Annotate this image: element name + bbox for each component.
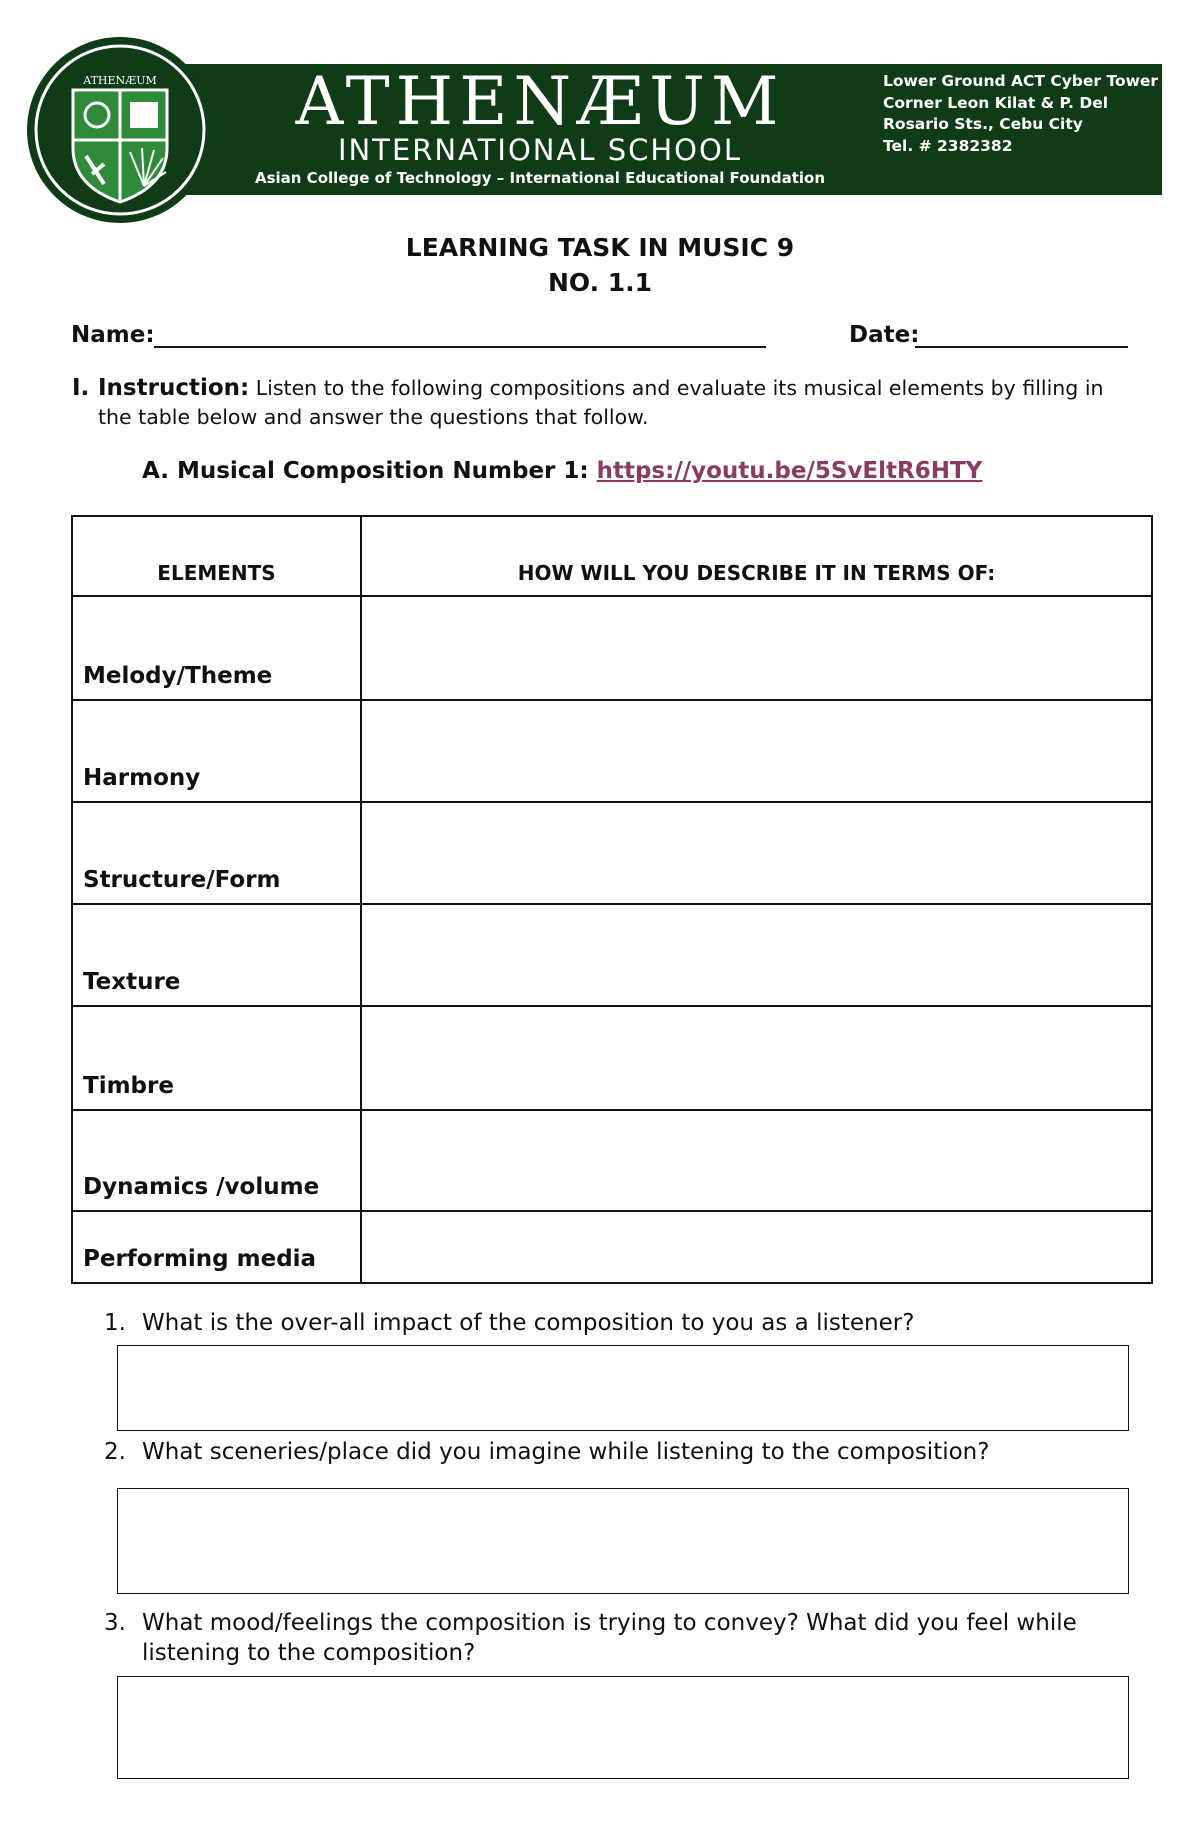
school-address <box>883 71 1158 157</box>
date-label: Date: <box>849 322 920 348</box>
answer-box-2[interactable] <box>117 1488 1129 1594</box>
school-type: INTERNATIONAL SCHOOL <box>338 133 742 167</box>
school-seal-logo <box>26 36 214 224</box>
element-label: Structure/Form <box>72 802 361 904</box>
youtube-link[interactable]: https://youtu.be/5SvEltR6HTY <box>596 458 983 484</box>
question-text: What sceneries/place did you imagine while listening to the composition? <box>142 1439 990 1465</box>
question-text: What is the over-all impact of the composition to you as a listener? <box>142 1310 915 1336</box>
question-number: 1. <box>104 1310 126 1336</box>
instruction <box>72 374 1132 432</box>
table-row <box>72 904 1152 1006</box>
table-row <box>72 1211 1152 1283</box>
question-number: 2. <box>104 1439 126 1465</box>
description-cell[interactable] <box>361 802 1152 904</box>
question-3 <box>104 1608 1104 1668</box>
column-header-elements: ELEMENTS <box>72 516 361 596</box>
page-title: LEARNING TASK IN MUSIC 9 <box>405 233 795 262</box>
description-cell[interactable] <box>361 1006 1152 1110</box>
section-number: I. <box>72 375 90 401</box>
description-cell[interactable] <box>361 1211 1152 1283</box>
table-row <box>72 1006 1152 1110</box>
foundation-line: Asian College of Technology – International Educational Foundation <box>254 169 826 187</box>
table-header-row <box>72 516 1152 596</box>
table-row <box>72 1110 1152 1211</box>
column-header-description: HOW WILL YOU DESCRIBE IT IN TERMS OF: <box>361 516 1152 596</box>
description-cell[interactable] <box>361 700 1152 802</box>
element-label: Texture <box>72 904 361 1006</box>
address-line: Rosario Sts., Cebu City <box>883 115 1083 133</box>
element-label: Harmony <box>72 700 361 802</box>
element-label: Dynamics /volume <box>72 1110 361 1211</box>
table-row <box>72 700 1152 802</box>
question-number: 3. <box>104 1610 126 1636</box>
instruction-text: Listen to the following compositions and evaluate its musical elements by filling in the table below and answer the questions that follow. <box>98 376 1104 429</box>
description-cell[interactable] <box>361 1110 1152 1211</box>
name-field[interactable] <box>154 346 766 348</box>
table-row <box>72 596 1152 700</box>
description-cell[interactable] <box>361 596 1152 700</box>
task-number: NO. 1.1 <box>547 268 653 297</box>
seal-text: ATHENÆUM <box>83 74 157 87</box>
element-label: Melody/Theme <box>72 596 361 700</box>
answer-box-3[interactable] <box>117 1676 1129 1779</box>
instruction-label: Instruction: <box>98 375 250 401</box>
element-label: Timbre <box>72 1006 361 1110</box>
question-text: What mood/feelings the composition is trying to convey? What did you feel while listening to the composition? <box>142 1610 1077 1666</box>
date-field[interactable] <box>915 346 1128 348</box>
address-line: Corner Leon Kilat & P. Del <box>883 93 1109 112</box>
description-cell[interactable] <box>361 904 1152 1006</box>
table-row <box>72 802 1152 904</box>
address-line: Tel. # 2382382 <box>883 136 1013 155</box>
address-line: Lower Ground ACT Cyber Tower <box>883 72 1159 90</box>
elements-table <box>71 515 1153 1284</box>
question-1 <box>104 1308 1104 1338</box>
composition-label: A. Musical Composition Number 1: <box>142 458 597 484</box>
school-name: ATHENÆUM <box>295 63 785 140</box>
answer-box-1[interactable] <box>117 1345 1129 1431</box>
name-label: Name: <box>71 322 155 348</box>
composition-heading <box>142 458 982 484</box>
element-label: Performing media <box>72 1211 361 1283</box>
question-2 <box>104 1437 1104 1467</box>
